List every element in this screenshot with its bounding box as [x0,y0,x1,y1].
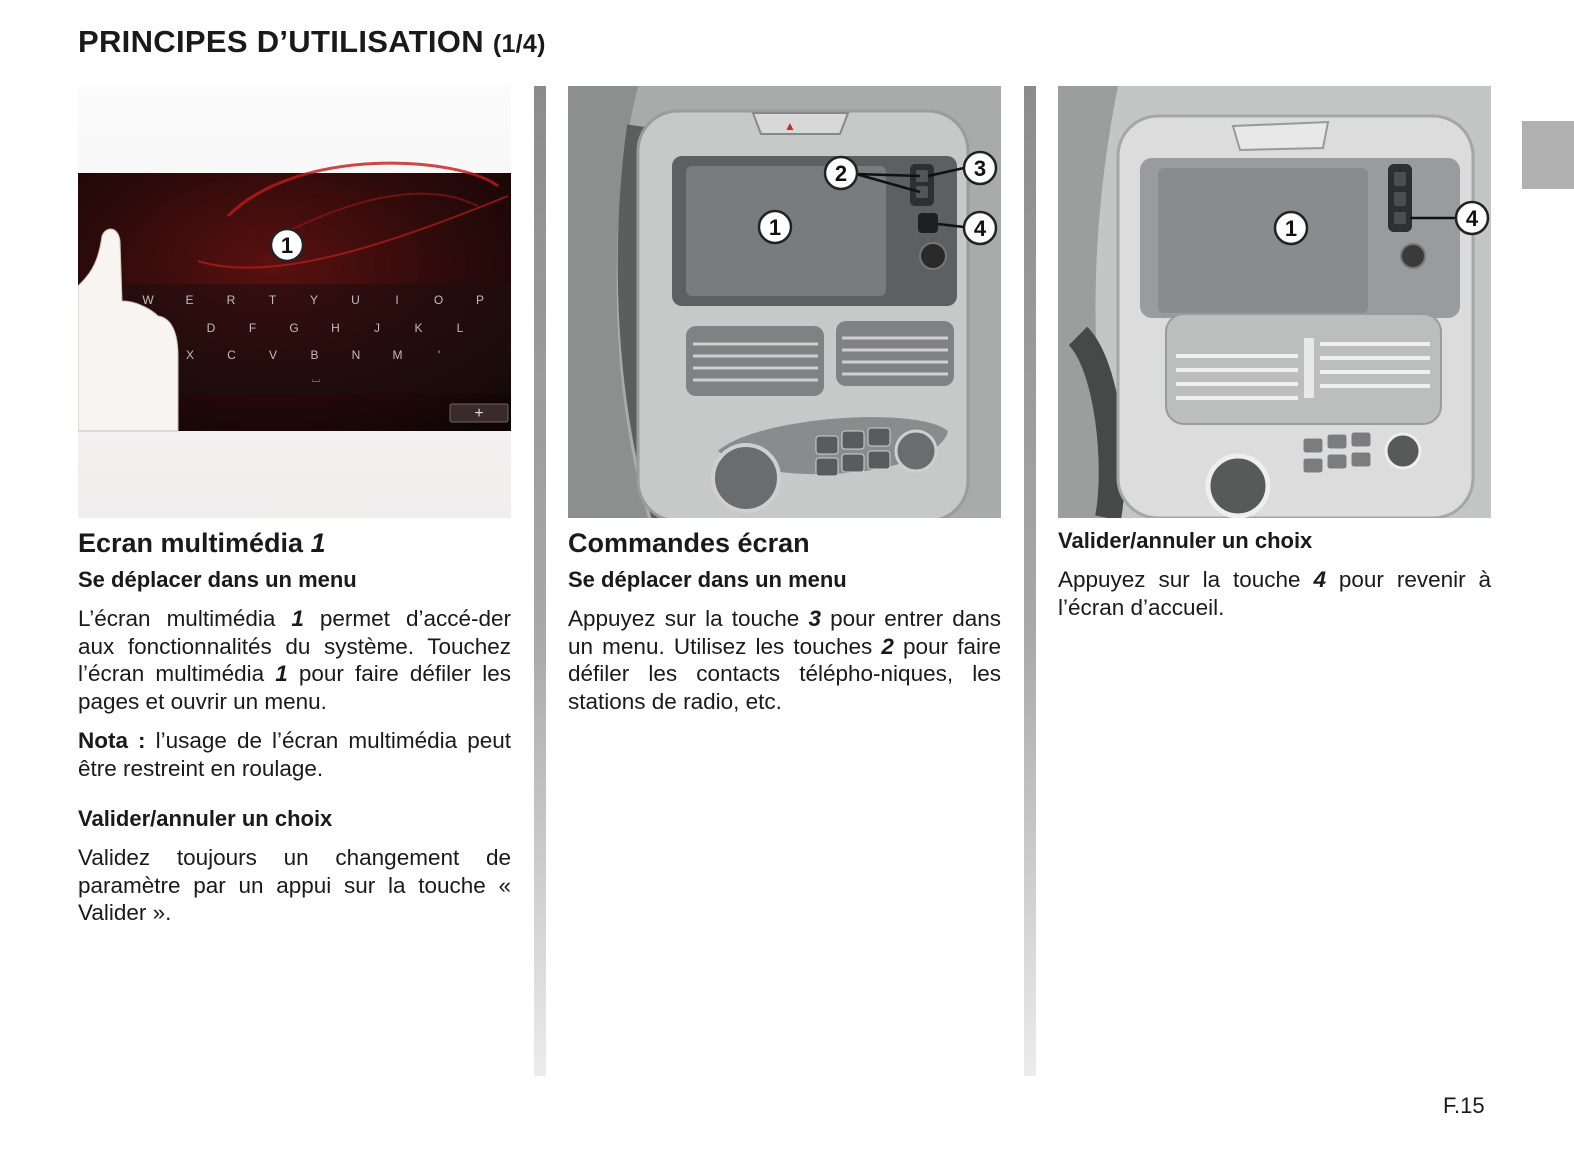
subheading-navigate-menu: Se déplacer dans un menu [78,567,357,592]
column-validate-cancel [1058,86,1491,621]
figure-dashboard-controls [568,86,1001,518]
subheading-validate-cancel: Valider/annuler un choix [1058,528,1313,553]
paragraph-nota: Nota : l’usage de l’écran multimédia peut être restreint en roulage. [78,728,511,781]
keyboard-key: W [142,293,154,307]
column-divider-1 [534,86,546,1076]
dashboard-illustration [568,86,1001,518]
keyboard-key: G [289,321,299,335]
keyboard-key: T [268,293,277,307]
page-title [78,24,546,60]
touchscreen-illustration [78,86,511,518]
plus-key-label: + [474,405,484,422]
callout-1: 1 [768,215,782,240]
keyboard-key: X [185,348,195,362]
callout-2: 2 [834,161,848,186]
keyboard-key: U [351,293,360,307]
climate-knob-icon [713,445,779,511]
section-heading-multimedia: Ecran multimédia 1 [78,528,326,558]
keyboard-key: R [226,293,236,307]
keyboard-key: F [248,321,257,335]
section-heading-screen-controls: Commandes écran [568,528,810,558]
keyboard-key: C [227,348,236,362]
callout-3: 3 [973,156,987,181]
dashboard-home-illustration [1058,86,1491,518]
keyboard-key: L [456,321,464,335]
keyboard-key: ' [437,348,441,362]
keyboard-key: P [475,293,485,307]
keyboard-key: O [433,293,444,307]
keyboard-key: Y [309,293,319,307]
keyboard-key: E [185,293,194,307]
column-divider-2 [1024,86,1036,1076]
figure-dashboard-home [1058,86,1491,518]
paragraph-controls: Appuyez sur la touche 3 pour entrer dans un menu. Utilisez les touches 2 pour faire défiler les contacts télépho-niques, les stations de radio, etc. [568,606,1001,714]
keyboard-key: J [374,321,380,335]
keyboard-key: B [310,348,319,362]
paragraph-validate: Validez toujours un changement de paramètre par un appui sur la touche « Valider ». [78,845,511,925]
column-screen-controls [568,86,1001,715]
callout-4: 4 [1465,206,1479,231]
page-title-part: (1/4) [492,30,546,58]
subheading-navigate-menu: Se déplacer dans un menu [568,567,847,592]
keyboard-key: I [395,293,399,307]
svg-text:⌴: ⌴ [312,374,320,385]
callout-1: 1 [280,233,294,258]
keyboard-key: M [392,348,403,362]
column-multimedia-screen [78,86,511,927]
keyboard-key: N [351,348,361,362]
climate-knob-icon [1208,456,1268,516]
page-number: F.15 [1443,1093,1485,1118]
paragraph-multimedia-access: L’écran multimédia 1 permet d’accé-der aux fonctionnalités du système. Touchez l’écran multimédia 1 pour faire défiler les pages et ouvrir un menu. [78,606,511,714]
multimedia-screen [1158,168,1368,313]
keyboard-key: H [331,321,340,335]
svg-text:▲: ▲ [784,119,796,133]
keyboard-key: D [206,321,216,335]
callout-1: 1 [1284,216,1298,241]
section-tab [1522,121,1574,189]
keyboard-key: V [268,348,278,362]
page-title-text: PRINCIPES D’UTILISATION [78,24,484,59]
paragraph-home-screen: Appuyez sur la touche 4 pour revenir à l’écran d’accueil. [1058,567,1492,620]
figure-touchscreen [78,86,511,518]
subheading-validate-cancel: Valider/annuler un choix [78,806,333,831]
keyboard-key: K [414,321,423,335]
callout-4: 4 [973,216,987,241]
